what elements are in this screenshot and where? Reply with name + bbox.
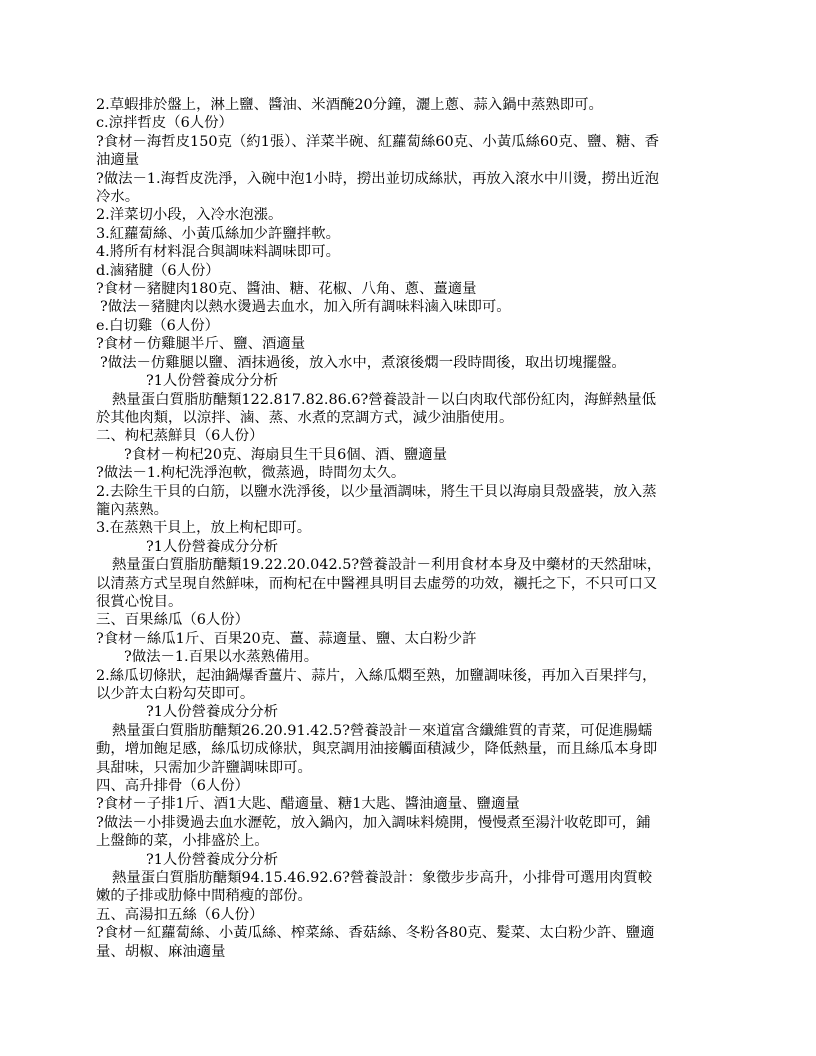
text-line: 以少許太白粉勾芡即可。 xyxy=(96,686,255,702)
text-line: ?做法－仿雞腿以鹽、酒抹過後，放入水中，煮滾後燜一段時間後，取出切塊擺盤。 xyxy=(100,354,626,371)
text-line: 四、高升排骨（6人份） xyxy=(96,778,250,795)
text-line: ?1人份營養成分分析 xyxy=(146,538,278,555)
text-line: c.涼拌哲皮（6人份） xyxy=(96,115,233,132)
text-line: 2.洋菜切小段，入冷水泡漲。 xyxy=(96,207,283,224)
text-line: 2.去除生干貝的白筋，以鹽水洗淨後，以少量酒調味，將生干貝以海扇貝殼盛裝，放入蒸 xyxy=(96,483,657,500)
text-line: ?食材－紅蘿蔔絲、小黃瓜絲、榨菜絲、香菇絲、冬粉各80克、髮菜、太白粉少許、鹽適 xyxy=(96,925,655,942)
text-line: 嫩的子排或肋條中間稍瘦的部份。 xyxy=(96,888,312,905)
text-line: 籠內蒸熟。 xyxy=(96,501,168,518)
text-line: 熱量蛋白質脂肪醣類19.22.20.042.5?營養設計－利用食材本身及中藥材的天然甜味， xyxy=(112,557,662,574)
text-line: ?食材－豬腱肉180克、醬油、糖、花椒、八角、蔥、薑適量 xyxy=(96,281,477,298)
text-line: ?做法－豬腱肉以熱水燙過去血水，加入所有調味料滷入味即可。 xyxy=(100,299,511,316)
text-line: 2.絲瓜切條狀，起油鍋爆香薑片、蒜片，入絲瓜燜至熟，加鹽調味後，再加入百果拌勻， xyxy=(96,667,657,684)
text-line: ?食材－子排1斤、酒1大匙、醋適量、糖1大匙、醬油適量、鹽適量 xyxy=(96,796,520,813)
text-line: 五、高湯扣五絲（6人份） xyxy=(96,906,264,923)
text-line: d.滷豬腱（6人份） xyxy=(96,262,220,279)
text-line: 上盤飾的菜，小排盛於上。 xyxy=(96,833,269,850)
text-line: 4.將所有材料混合與調味料調味即可。 xyxy=(96,244,340,261)
text-line: ?做法－1.百果以水蒸熟備用。 xyxy=(124,649,319,666)
text-line: 動，增加飽足感，絲瓜切成條狀，與烹調用油接觸面積減少，降低熱量，而且絲瓜本身即 xyxy=(96,741,658,758)
text-line: e.白切雞（6人份） xyxy=(96,317,219,334)
text-line: 熱量蛋白質脂肪醣類26.20.91.42.5?營養設計－來道富含纖維質的青菜，可促進腸蠕 xyxy=(112,722,653,739)
text-line: ?食材－海哲皮150克（約1張）、洋菜半碗、紅蘿蔔絲60克、小黃瓜絲60克、鹽、糖、香 xyxy=(96,133,660,150)
text-line: 於其他肉類，以涼拌、滷、蒸、水煮的烹調方式，減少油脂使用。 xyxy=(96,409,514,426)
document-body xyxy=(96,96,726,961)
text-line: 量、胡椒、麻油適量 xyxy=(96,943,226,960)
text-line: 以清蒸方式呈現自然鮮味，而枸杞在中醫裡具明目去虛勞的功效，襯托之下，不只可口又 xyxy=(96,575,658,592)
text-line: 具甜味，只需加少許鹽調味即可。 xyxy=(96,759,312,776)
text-line: ?食材－仿雞腿半斤、鹽、酒適量 xyxy=(96,336,306,353)
text-line: ?食材－枸杞20克、海扇貝生干貝6個、酒、鹽適量 xyxy=(124,446,447,463)
text-line: 很賞心悅目。 xyxy=(96,593,183,610)
text-line: 熱量蛋白質脂肪醣類122.817.82.86.6?營養設計－以白肉取代部份紅肉，海鮮熱量低 xyxy=(112,391,657,408)
text-line: ?做法－1.海哲皮洗淨，入碗中泡1小時，撈出並切成絲狀，再放入滾水中川燙，撈出近泡 xyxy=(96,170,660,187)
text-line: 三、百果絲瓜（6人份） xyxy=(96,612,250,629)
text-line: ?做法－小排燙過去血水瀝乾，放入鍋內，加入調味料燒開，慢慢煮至湯汁收乾即可，鋪 xyxy=(96,814,651,831)
text-line: ?1人份營養成分分析 xyxy=(146,704,278,721)
text-line: ?食材－絲瓜1斤、百果20克、薑、蒜適量、鹽、太白粉少許 xyxy=(96,630,477,647)
text-line: 3.紅蘿蔔絲、小黃瓜絲加少許鹽拌軟。 xyxy=(96,225,340,242)
text-line: 油適量 xyxy=(96,152,140,169)
text-line: ?1人份營養成分分析 xyxy=(146,851,278,868)
text-line: ?做法－1.枸杞洗淨泡軟，微蒸過，時間勿太久。 xyxy=(96,465,406,482)
text-line: 3.在蒸熟干貝上，放上枸杞即可。 xyxy=(96,520,312,537)
text-line: 二、枸杞蒸鮮貝（6人份） xyxy=(96,428,264,445)
text-line: 2.草蝦排於盤上，淋上鹽、醬油、米酒醃20分鐘，灑上蔥、蒜入鍋中蒸熟即可。 xyxy=(96,97,603,113)
text-line: ?1人份營養成分分析 xyxy=(146,373,278,390)
text-line: 冷水。 xyxy=(96,189,140,206)
text-line: 熱量蛋白質脂肪醣類94.15.46.92.6?營養設計：象徵步步高升，小排骨可選用肉質較 xyxy=(112,870,653,887)
